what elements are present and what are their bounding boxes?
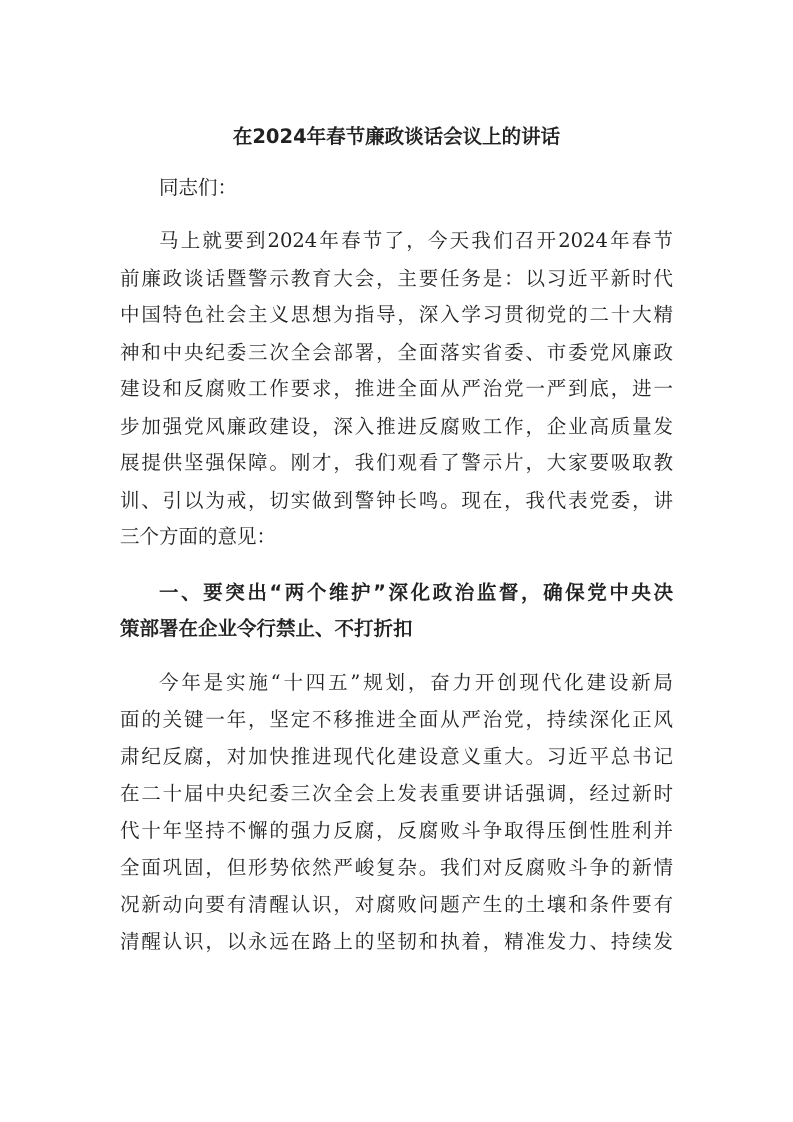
intro-line: 前廉政谈话暨警示教育大会，主要任务是：以习近平新时代 <box>120 267 673 290</box>
intro-line: 马上就要到2024年春节了，今天我们召开2024年春节 <box>159 229 673 252</box>
intro-line: 展提供坚强保障。刚才，我们观看了警示片，大家要吸取教 <box>120 451 673 474</box>
intro-line: 三个方面的意见： <box>120 525 277 548</box>
document-title: 在2024年春节廉政谈话会议上的讲话 <box>232 125 561 148</box>
section-line: 在二十届中央纪委三次全会上发表重要讲话强调，经过新时 <box>120 782 673 805</box>
section-line: 面的关键一年，坚定不移推进全面从严治党，持续深化正风 <box>120 708 673 731</box>
intro-line: 神和中央纪委三次全会部署，全面落实省委、市委党风廉政 <box>120 341 673 364</box>
greeting: 同志们： <box>159 176 238 199</box>
intro-line: 步加强党风廉政建设，深入推进反腐败工作，企业高质量发 <box>120 415 673 438</box>
section-heading: 策部署在企业令行禁止、不打折扣 <box>120 617 413 640</box>
intro-line: 中国特色社会主义思想为指导，深入学习贯彻党的二十大精 <box>120 303 673 326</box>
intro-line: 建设和反腐败工作要求，推进全面从严治党一严到底，进一 <box>120 377 673 400</box>
section-line: 肃纪反腐，对加快推进现代化建设意义重大。习近平总书记 <box>120 745 673 768</box>
intro-line: 训、引以为戒，切实做到警钟长鸣。现在，我代表党委，讲 <box>120 489 673 512</box>
section-line: 况新动向要有清醒认识，对腐败问题产生的土壤和条件要有 <box>120 893 673 916</box>
section-line: 清醒认识，以永远在路上的坚韧和执着，精准发力、持续发 <box>120 930 673 953</box>
section-line: 今年是实施“十四五”规划，奋力开创现代化建设新局 <box>159 671 673 694</box>
section-line: 全面巩固，但形势依然严峻复杂。我们对反腐败斗争的新情 <box>120 856 673 879</box>
section-line: 代十年坚持不懈的强力反腐，反腐败斗争取得压倒性胜利并 <box>120 819 673 842</box>
section-heading: 一、要突出“两个维护”深化政治监督，确保党中央决 <box>159 581 673 604</box>
